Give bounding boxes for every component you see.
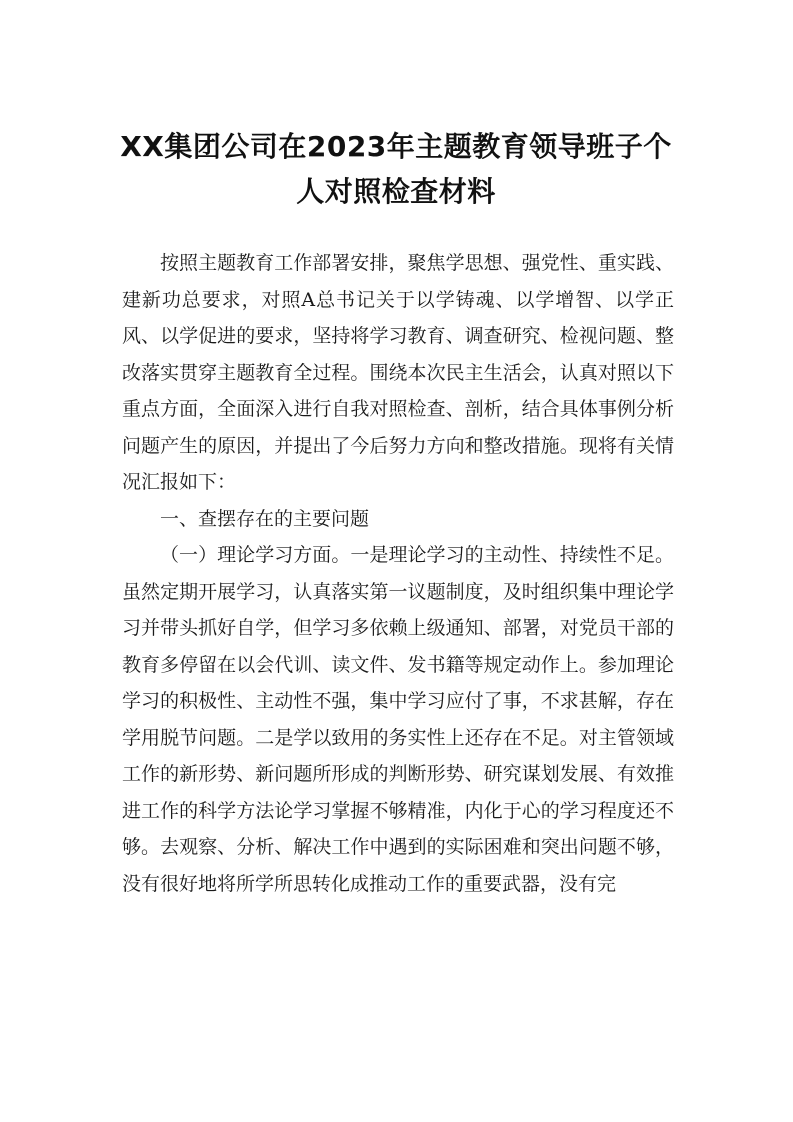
document-body xyxy=(122,245,674,902)
theory-study-paragraph: （一）理论学习方面。一是理论学习的主动性、持续性不足。虽然定期开展学习，认真落实第一议题制度，及时组织集中理论学习并带头抓好自学，但学习多依赖上级通知、部署，对党员干部的教育多停留在以会代训、读文件、发书籍等规定动作上。参加理论学习的积极性、主动性不强，集中学习应付了事，不求甚解，存在学用脱节问题。二是学以致用的务实性上还存在不足。对主管领域工作的新形势、新问题所形成的判断形势、研究谋划发展、有效推进工作的科学方法论学习掌握不够精准，内化于心的学习程度还不够。去观察、分析、解决工作中遇到的实际困难和突出问题不够，没有很好地将所学所思转化成推动工作的重要武器，没有完 xyxy=(122,544,674,895)
intro-paragraph: 按照主题教育工作部署安排，聚焦学思想、强党性、重实践、建新功总要求，对照A总书记关于以学铸魂、以学增智、以学正风、以学促进的要求，坚持将学习教育、调查研究、检视问题、整改落实贯穿主题教育全过程。围绕本次民主生活会，认真对照以下重点方面，全面深入进行自我对照检查、剖析，结合具体事例分析问题产生的原因，并提出了今后努力方向和整改措施。现将有关情况汇报如下： xyxy=(122,252,674,493)
document-title: XX集团公司在2023年主题教育领导班子个人对照检查材料 xyxy=(120,130,672,208)
section-heading: 一、查摆存在的主要问题 xyxy=(160,507,370,530)
